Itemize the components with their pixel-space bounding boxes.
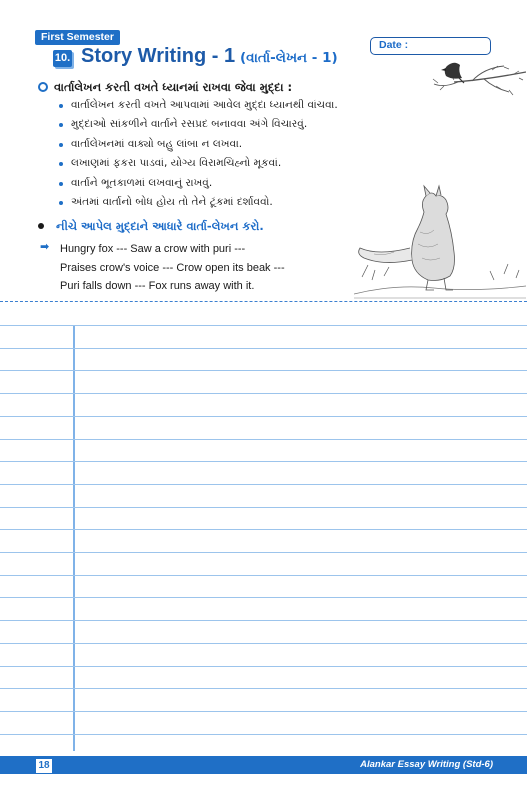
task-instruction-text: નીચે આપેલ મુદ્દાને આધારે વાર્તા-લેખન કરો.	[56, 219, 264, 233]
tips-heading-text: વાર્તાલેખન કરતી વખતે ધ્યાનમાં રાખવા જેવા મુદ્દા :	[54, 80, 293, 94]
ruled-line	[0, 711, 527, 712]
ruled-line	[0, 370, 527, 371]
ruled-line	[0, 416, 527, 417]
ruled-line	[0, 529, 527, 530]
dot-bullet-icon	[59, 162, 63, 166]
ruled-line	[0, 348, 527, 349]
dot-bullet-icon	[59, 182, 63, 186]
ruled-line	[0, 484, 527, 485]
ruled-line	[0, 439, 527, 440]
date-field[interactable]	[370, 37, 491, 55]
date-label: Date :	[379, 39, 409, 51]
fox-icon	[359, 186, 455, 290]
list-item: વાર્તાલેખનમાં વાક્યો બહુ લાંબા ન લખવા.	[58, 135, 338, 154]
crow-icon	[445, 63, 462, 79]
dot-bullet-icon	[59, 104, 63, 108]
story-point-line: Praises crow's voice --- Crow open its beak ---	[60, 261, 285, 274]
story-point-line: Hungry fox --- Saw a crow with puri ---	[60, 243, 246, 255]
semester-badge: First Semester	[35, 30, 120, 45]
dot-bullet-icon	[59, 201, 63, 205]
fox-and-crow-illustration	[354, 62, 526, 300]
ring-bullet-icon	[38, 82, 48, 92]
ruled-line	[0, 507, 527, 508]
dot-bullet-icon	[38, 223, 44, 229]
list-item: વાર્તાને ભૂતકાળમાં લખવાનું રાખવું.	[58, 174, 338, 193]
story-point-line: Puri falls down --- Fox runs away with it.	[60, 280, 255, 292]
list-item: અંતમાં વાર્તાનો બોધ હોય તો તેને ટૂંકમાં દર્શાવવો.	[58, 193, 338, 212]
tips-heading	[38, 80, 292, 95]
ruled-line	[0, 552, 527, 553]
ruled-line	[0, 325, 527, 326]
ruled-line	[0, 643, 527, 644]
page-title: Story Writing - 1	[81, 45, 236, 67]
list-item: લખાણમાં ફકરા પાડવાં, યોગ્ય વિરામચિહ્નો મૂકવાં.	[58, 154, 338, 173]
ruled-line	[0, 461, 527, 462]
story-points	[40, 240, 340, 296]
ruled-line	[0, 734, 527, 735]
ruled-line	[0, 575, 527, 576]
page-number: 18	[35, 758, 53, 774]
list-item: મુદ્દાઓ સાંકળીને વાર્તાને રસપ્રદ બનાવવા અંગે વિચારવું.	[58, 115, 338, 134]
arrow-right-icon: ➡	[40, 240, 50, 253]
page-subtitle: (વાર્તા-લેખન - 1)	[240, 50, 338, 66]
section-divider	[0, 301, 527, 302]
margin-line	[73, 325, 75, 751]
tips-list	[58, 96, 338, 212]
book-title: Alankar Essay Writing (Std-6)	[360, 759, 493, 770]
ruled-line	[0, 666, 527, 667]
ruled-line	[0, 393, 527, 394]
list-item: વાર્તાલેખન કરતી વખતે આપવામાં આવેલ મુદ્દા ધ્યાનથી વાંચવા.	[58, 96, 338, 115]
ruled-line	[0, 620, 527, 621]
dot-bullet-icon	[59, 123, 63, 127]
ruled-line	[0, 688, 527, 689]
dot-bullet-icon	[59, 143, 63, 147]
chapter-number-badge: 10.	[53, 50, 72, 67]
task-instruction	[38, 219, 264, 234]
ruled-line	[0, 597, 527, 598]
